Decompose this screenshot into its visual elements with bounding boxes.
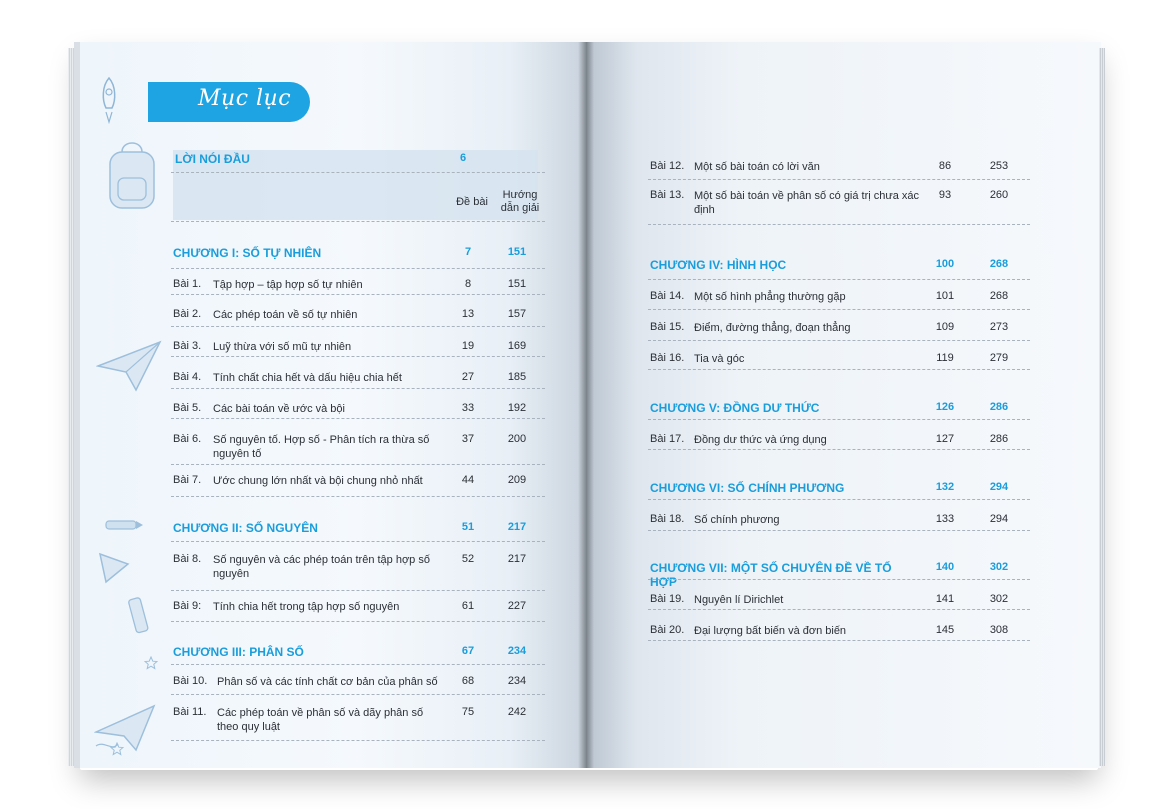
column-header-solution (495, 189, 545, 215)
exercise-page: 51 (461, 521, 475, 533)
row-divider (648, 640, 1030, 641)
chapter-title: CHƯƠNG IV: HÌNH HỌC (650, 258, 787, 272)
lesson-number: Bài 6. (173, 433, 202, 445)
exercise-page: 126 (935, 401, 955, 413)
solution-page: 260 (989, 189, 1009, 201)
toc-lesson-row (650, 513, 1028, 527)
lesson-number: Bài 20. (650, 624, 685, 636)
row-divider (648, 309, 1030, 310)
exercise-page: 101 (935, 290, 955, 302)
toc-lesson-row (650, 433, 1028, 447)
row-divider (171, 496, 545, 497)
toc-title-tab (148, 82, 310, 122)
exercise-page: 37 (461, 433, 475, 445)
row-divider (648, 530, 1030, 531)
lesson-title: Đại lượng bất biến và đơn biến (694, 625, 847, 637)
solution-page: 192 (507, 402, 527, 414)
exercise-page: 93 (938, 189, 952, 201)
chapter-title: CHƯƠNG VI: SỐ CHÍNH PHƯƠNG (650, 481, 845, 495)
toc-lesson-row (173, 675, 543, 689)
chapter-title: CHƯƠNG I: SỐ TỰ NHIÊN (173, 246, 322, 260)
column-header-solution-line1: Hướng (502, 189, 538, 201)
lesson-title: Các bài toán về ước và bội (213, 403, 345, 415)
paper-plane-small-icon (94, 702, 160, 754)
row-divider (648, 499, 1030, 500)
toc-lesson-row (650, 624, 1028, 638)
star-icon (110, 742, 124, 756)
solution-page: 279 (989, 352, 1009, 364)
toc-lesson-row (650, 352, 1028, 366)
row-divider (648, 224, 1030, 225)
star-icon (144, 656, 158, 670)
row-divider (171, 590, 545, 591)
row-divider (171, 172, 545, 173)
solution-page: 200 (507, 433, 527, 445)
lesson-title: Điểm, đường thẳng, đoạn thẳng (694, 322, 851, 334)
row-divider (648, 369, 1030, 370)
solution-page: 286 (989, 401, 1009, 413)
exercise-page: 19 (461, 340, 475, 352)
lesson-number: Bài 19. (650, 593, 685, 605)
toc-lesson-row (173, 474, 543, 488)
exercise-page: 75 (461, 706, 475, 718)
solution-page: 268 (989, 258, 1009, 270)
toc-chapter-row (173, 645, 543, 659)
exercise-page: 100 (935, 258, 955, 270)
exercise-page: 140 (935, 561, 955, 573)
toc-lesson-row (173, 433, 543, 461)
pencil-icon (104, 518, 144, 532)
toc-chapter-row (650, 401, 1028, 415)
row-divider (648, 579, 1030, 580)
lesson-title: Các phép toán về số tự nhiên (213, 309, 358, 321)
lesson-number: Bài 18. (650, 513, 685, 525)
toc-lesson-row (650, 160, 1028, 174)
lesson-number: Bài 4. (173, 371, 202, 383)
row-divider (171, 694, 545, 695)
toc-lesson-row (173, 600, 543, 614)
exercise-page: 127 (935, 433, 955, 445)
lesson-number: Bài 15. (650, 321, 685, 333)
lesson-number: Bài 9: (173, 600, 202, 612)
lesson-number: Bài 13. (650, 189, 685, 201)
solution-page: 302 (989, 593, 1009, 605)
page-edges-right (1099, 48, 1105, 766)
preface-page: 6 (459, 152, 467, 164)
row-divider (648, 609, 1030, 610)
solution-page: 185 (507, 371, 527, 383)
solution-page: 294 (989, 513, 1009, 525)
chapter-title: CHƯƠNG II: SỐ NGUYÊN (173, 521, 318, 535)
chapter-title: CHƯƠNG V: ĐỒNG DƯ THỨC (650, 401, 820, 415)
lesson-number: Bài 12. (650, 160, 685, 172)
toc-chapter-row (650, 481, 1028, 495)
backpack-icon (102, 134, 162, 214)
lesson-title: Tia và góc (694, 353, 745, 365)
exercise-page: 33 (461, 402, 475, 414)
lesson-title: Một số hình phẳng thường gặp (694, 291, 846, 303)
set-square-icon (96, 550, 132, 586)
lesson-title: Tính chất chia hết và dấu hiệu chia hết (213, 372, 402, 384)
lesson-number: Bài 3. (173, 340, 202, 352)
row-divider (171, 326, 545, 327)
solution-page: 151 (507, 278, 527, 290)
row-divider (171, 740, 545, 741)
exercise-page: 86 (938, 160, 952, 172)
solution-page: 294 (989, 481, 1009, 493)
lesson-number: Bài 17. (650, 433, 685, 445)
toc-lesson-row (173, 371, 543, 385)
solution-page: 217 (507, 553, 527, 565)
page-title: Mục lục (198, 86, 292, 111)
solution-page: 151 (507, 246, 527, 258)
solution-page: 268 (989, 290, 1009, 302)
lesson-title: Ước chung lớn nhất và bội chung nhỏ nhất (213, 475, 423, 487)
lesson-title: Một số bài toán về phân số có giá trị chưa xác định (694, 190, 920, 216)
row-divider (648, 419, 1030, 420)
chapter-title: CHƯƠNG VII: MỘT SỐ CHUYÊN ĐỀ VỀ TỔ HỢP (650, 561, 892, 589)
exercise-page: 141 (935, 593, 955, 605)
lesson-number: Bài 16. (650, 352, 685, 364)
lesson-title: Một số bài toán có lời văn (694, 161, 820, 173)
row-divider (171, 621, 545, 622)
exercise-page: 7 (464, 246, 472, 258)
lesson-title: Số nguyên tố. Hợp số - Phân tích ra thừa số nguyên tố (213, 434, 430, 460)
solution-page: 302 (989, 561, 1009, 573)
lesson-number: Bài 2. (173, 308, 202, 320)
lesson-number: Bài 7. (173, 474, 202, 486)
toc-lesson-row (173, 553, 543, 581)
exercise-page: 61 (461, 600, 475, 612)
toc-lesson-row (650, 321, 1028, 335)
solution-page: 234 (507, 675, 527, 687)
toc-lesson-row (173, 308, 543, 322)
solution-page: 209 (507, 474, 527, 486)
toc-chapter-row (173, 246, 543, 260)
lesson-title: Luỹ thừa với số mũ tự nhiên (213, 341, 352, 353)
solution-page: 286 (989, 433, 1009, 445)
lesson-number: Bài 1. (173, 278, 202, 290)
row-divider (171, 541, 545, 542)
exercise-page: 68 (461, 675, 475, 687)
row-divider (648, 179, 1030, 180)
preface-title: LỜI NÓI ĐẦU (175, 152, 250, 166)
exercise-page: 44 (461, 474, 475, 486)
row-divider (648, 340, 1030, 341)
solution-page: 169 (507, 340, 527, 352)
exercise-page: 52 (461, 553, 475, 565)
chapter-title: CHƯƠNG III: PHÂN SỐ (173, 645, 304, 659)
exercise-page: 109 (935, 321, 955, 333)
lesson-title: Tính chia hết trong tập hợp số nguyên (213, 601, 400, 613)
lesson-number: Bài 11. (173, 706, 207, 718)
lesson-title: Nguyên lí Dirichlet (694, 594, 784, 606)
lesson-title: Số nguyên và các phép toán trên tập hợp số nguyên (213, 554, 430, 580)
solution-page: 217 (507, 521, 527, 533)
toc-lesson-row (173, 340, 543, 354)
toc-chapter-row (650, 258, 1028, 272)
row-divider (171, 356, 545, 357)
book-spine (578, 42, 594, 768)
toc-lesson-row (173, 706, 543, 734)
exercise-page: 67 (461, 645, 475, 657)
row-divider (171, 221, 545, 222)
lesson-number: Bài 5. (173, 402, 202, 414)
toc-lesson-row (173, 278, 543, 292)
lesson-number: Bài 14. (650, 290, 685, 302)
lesson-title: Tập hợp – tập hợp số tự nhiên (213, 279, 363, 291)
lesson-title: Các phép toán về phân số và dãy phân số theo quy luật (217, 707, 424, 733)
exercise-page: 8 (464, 278, 472, 290)
exercise-page: 27 (461, 371, 475, 383)
exercise-page: 119 (936, 352, 954, 364)
solution-page: 227 (507, 600, 527, 612)
solution-page: 273 (989, 321, 1009, 333)
row-divider (171, 664, 545, 665)
solution-page: 308 (989, 624, 1009, 636)
solution-page: 234 (507, 645, 527, 657)
row-divider (171, 268, 545, 269)
row-divider (171, 388, 545, 389)
solution-page: 242 (507, 706, 527, 718)
exercise-page: 13 (461, 308, 475, 320)
toc-lesson-row (650, 593, 1028, 607)
lesson-number: Bài 10. (173, 675, 208, 687)
row-divider (648, 279, 1030, 280)
paper-plane-icon (96, 340, 162, 392)
exercise-page: 133 (935, 513, 955, 525)
toc-chapter-row (650, 561, 1028, 589)
lesson-title: Đồng dư thức và ứng dụng (694, 434, 827, 446)
column-header-solution-line2: dẫn giải (500, 202, 540, 214)
preface-row (175, 152, 535, 166)
crayon-icon (126, 594, 152, 644)
row-divider (171, 294, 545, 295)
row-divider (648, 449, 1030, 450)
toc-lesson-row (173, 402, 543, 416)
row-divider (171, 418, 545, 419)
column-header-exercise: Đề bài (456, 196, 488, 208)
solution-page: 157 (507, 308, 527, 320)
toc-lesson-row (650, 290, 1028, 304)
toc-lesson-row (650, 189, 1028, 217)
exercise-page: 132 (935, 481, 955, 493)
rocket-icon (94, 76, 124, 126)
toc-chapter-row (173, 521, 543, 535)
row-divider (171, 464, 545, 465)
solution-page: 253 (989, 160, 1009, 172)
lesson-title: Số chính phương (694, 514, 780, 526)
exercise-page: 145 (935, 624, 955, 636)
lesson-title: Phân số và các tính chất cơ bản của phân số (217, 676, 438, 688)
lesson-number: Bài 8. (173, 553, 202, 565)
